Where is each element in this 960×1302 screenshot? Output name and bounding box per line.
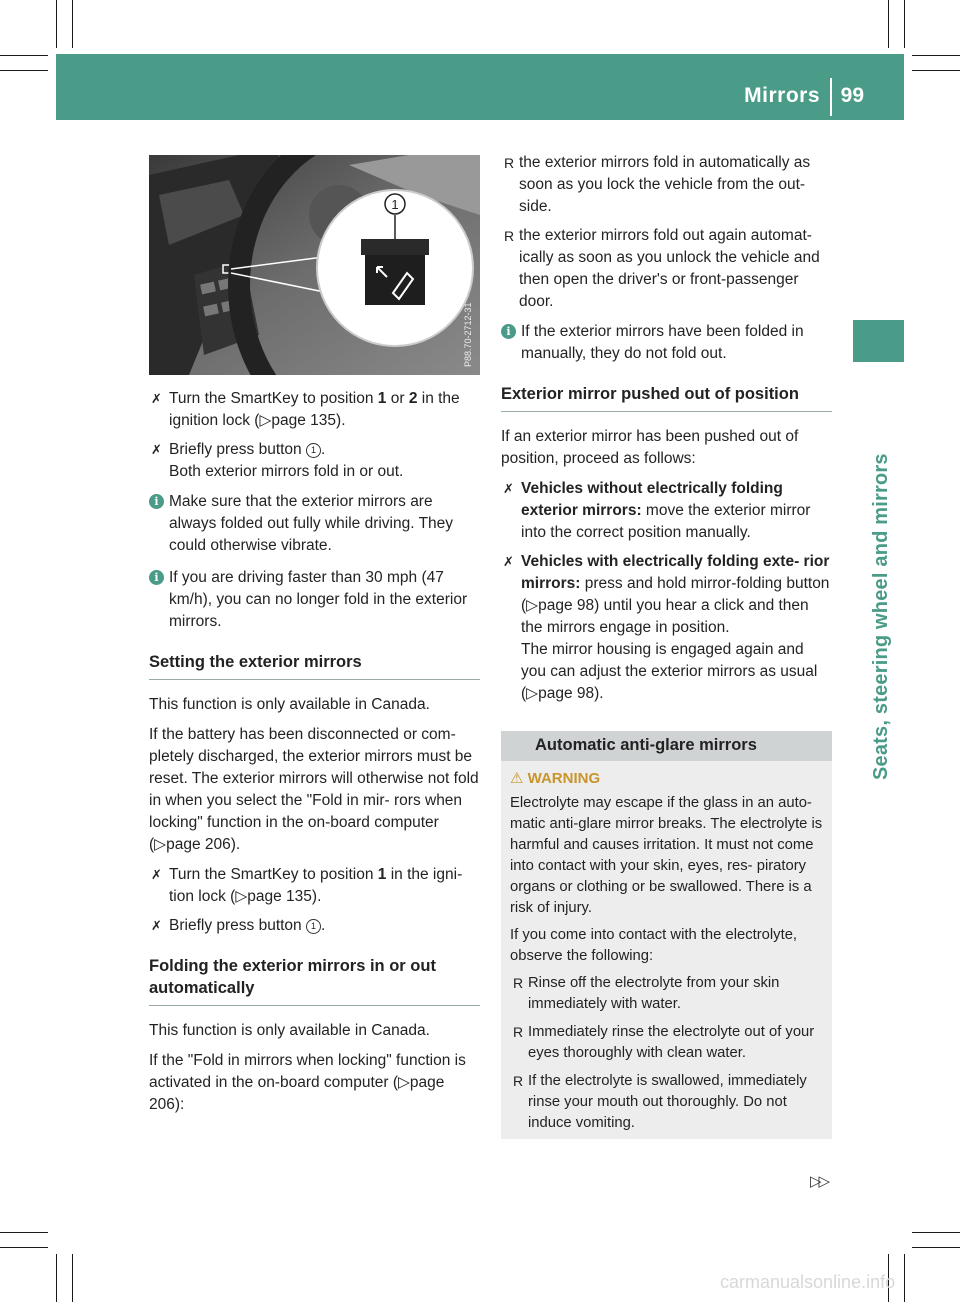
instruction-step: ✗ Briefly press button 1 . Both exterior mirrors fold in or out. <box>151 441 404 480</box>
crop-mark <box>912 1247 960 1248</box>
watermark: carmanualsonline.info <box>720 1272 896 1292</box>
page-ref-arrow-icon: ▷ <box>259 412 272 429</box>
crop-mark <box>904 0 905 48</box>
bullet-item: R If the electrolyte is swallowed, immediately rinse your mouth out thoroughly. Do not induce vomiting. <box>513 1073 807 1131</box>
crop-mark <box>0 55 48 56</box>
info-note: i Make sure that the exterior mirrors are always folded out fully while driving. They could otherwise vibrate. <box>149 491 480 557</box>
page-link[interactable]: page 98) until you hear a click and then the mirrors engage in position. <box>521 597 809 636</box>
step-arrow-icon: ✗ <box>151 442 162 457</box>
section-title: Automatic anti-glare mirrors <box>535 736 757 754</box>
instruction-step: ✗ Turn the SmartKey to position 1 in the igni‐ tion lock (▷page 135). <box>151 866 463 905</box>
instruction-step: ✗ Turn the SmartKey to position 1 or 2 in the ignition lock (▷page 135). <box>151 390 460 429</box>
paragraph: If the "Fold in mirrors when locking" function is activated in the on-board computer (▷page 206): <box>149 1052 466 1113</box>
info-note: i If you are driving faster than 30 mph (47 km/h), you can no longer fold in the exterior mirrors. <box>149 567 480 633</box>
page-ref-arrow-icon: ▷ <box>398 1074 410 1091</box>
paragraph: If an exterior mirror has been pushed out of position, proceed as follows: <box>501 428 799 467</box>
step-arrow-icon: ✗ <box>151 391 162 406</box>
crop-mark <box>56 1254 57 1302</box>
page-ref-arrow-icon: ▷ <box>526 685 539 702</box>
page-ref-arrow-icon: ▷ <box>235 888 248 905</box>
paragraph: This function is only available in Canada. <box>149 1022 430 1039</box>
step-arrow-icon: ✗ <box>151 867 162 882</box>
header-divider <box>830 78 832 116</box>
crop-mark <box>0 1247 48 1248</box>
page-ref-arrow-icon: ▷ <box>526 597 539 614</box>
crop-mark <box>912 1232 960 1233</box>
bullet-icon: R <box>504 228 515 244</box>
instruction-step: ✗ Briefly press button 1 . <box>149 915 480 937</box>
step-arrow-icon: ✗ <box>503 481 514 496</box>
bullet-icon: R <box>513 975 524 991</box>
paragraph: This function is only available in Canada. <box>149 696 430 713</box>
bullet-item: R the exterior mirrors fold in automatically as soon as you lock the vehicle from the out‐ side. <box>504 154 811 215</box>
side-tab-marker <box>853 320 904 362</box>
bullet-item: R Rinse off the electrolyte from your skin immediately with water. <box>513 975 780 1012</box>
page-header <box>56 54 904 120</box>
page-link[interactable]: page 135). <box>271 412 346 429</box>
warning-content <box>510 768 828 1141</box>
step-arrow-icon: ✗ <box>151 918 162 933</box>
left-column <box>149 388 480 1124</box>
info-icon: i <box>501 324 516 339</box>
crop-mark <box>72 1254 73 1302</box>
bullet-icon: R <box>513 1073 524 1089</box>
crop-mark <box>72 0 73 48</box>
crop-mark <box>56 0 57 48</box>
step-result: Both exterior mirrors fold in or out. <box>169 463 404 480</box>
svg-text:P88.70-2712-31: P88.70-2712-31 <box>463 302 473 367</box>
crop-mark <box>904 1254 905 1302</box>
crop-mark <box>912 55 960 56</box>
bullet-icon: R <box>504 155 515 171</box>
crop-mark <box>0 70 48 71</box>
instruction-step: ✗ Vehicles without electrically folding exterior mirrors: move the exterior mirror into the correct position manually. <box>503 480 811 541</box>
page-ref-arrow-icon: ▷ <box>154 836 167 853</box>
warning-paragraph: If you come into contact with the electrolyte, observe the following: <box>510 927 798 964</box>
page-link[interactable]: page 98). <box>538 685 604 702</box>
bullet-item: R the exterior mirrors fold out again automat‐ ically as soon as you unlock the vehicle and then open the driver's or front-passenger door. <box>504 227 820 310</box>
page-number: 99 <box>840 84 864 107</box>
instruction-step: ✗ Vehicles with electrically folding exte‐ rior mirrors: press and hold mirror-folding button (▷page 98) until you hear a click and then the mirrors engage in position. The mirror housing is engaged again and you can adjust the exterior mirrors as usual (▷page 98). <box>503 553 830 702</box>
warning-triangle-icon: ⚠ <box>510 770 524 787</box>
section-heading: Setting the exterior mirrors <box>149 651 480 680</box>
crop-mark <box>0 1232 48 1233</box>
info-icon: i <box>149 570 164 585</box>
continue-icon: ▷▷ <box>810 1173 828 1190</box>
section-title-bar <box>501 731 832 761</box>
bullet-item: R Immediately rinse the electrolyte out of your eyes thoroughly with clean water. <box>513 1024 815 1061</box>
crop-mark <box>888 0 889 48</box>
paragraph: If the battery has been disconnected or com‐ pletely discharged, the exterior mirrors must be reset. The exterior mirrors will otherwise not fold in when you select the "Fold in mir‐ rors when locking" function in the on-board computer (▷page 206). <box>149 726 479 853</box>
info-icon: i <box>149 494 164 509</box>
page-link[interactable]: page 135). <box>247 888 322 905</box>
warning-paragraph: Electrolyte may escape if the glass in an auto‐ matic anti-glare mirror breaks. The electrolyte is harmful and causes irritation. It must not come into contact with your skin, eyes, res‐ piratory organs or clothing or be swallowed. There is a risk of injury. <box>510 795 823 916</box>
page-link[interactable]: page 206). <box>166 836 241 853</box>
svg-text:1: 1 <box>391 197 399 212</box>
section-heading: Folding the exterior mirrors in or out automatically <box>149 955 480 1006</box>
side-tab-label: Seats, steering wheel and mirrors <box>870 453 892 780</box>
right-column <box>501 152 832 712</box>
bullet-icon: R <box>513 1024 524 1040</box>
callout-1-icon: 1 <box>306 919 321 934</box>
section-heading: Exterior mirror pushed out of position <box>501 383 832 412</box>
mirror-button-photo <box>149 155 480 375</box>
section-title: Mirrors <box>744 84 820 107</box>
crop-mark <box>912 70 960 71</box>
step-arrow-icon: ✗ <box>503 554 514 569</box>
warning-title: ⚠ WARNING <box>510 770 601 787</box>
page-link[interactable]: page 206): <box>149 1074 445 1113</box>
callout-1-icon: 1 <box>306 443 321 458</box>
info-note: i If the exterior mirrors have been folded in manually, they do not fold out. <box>501 321 832 365</box>
